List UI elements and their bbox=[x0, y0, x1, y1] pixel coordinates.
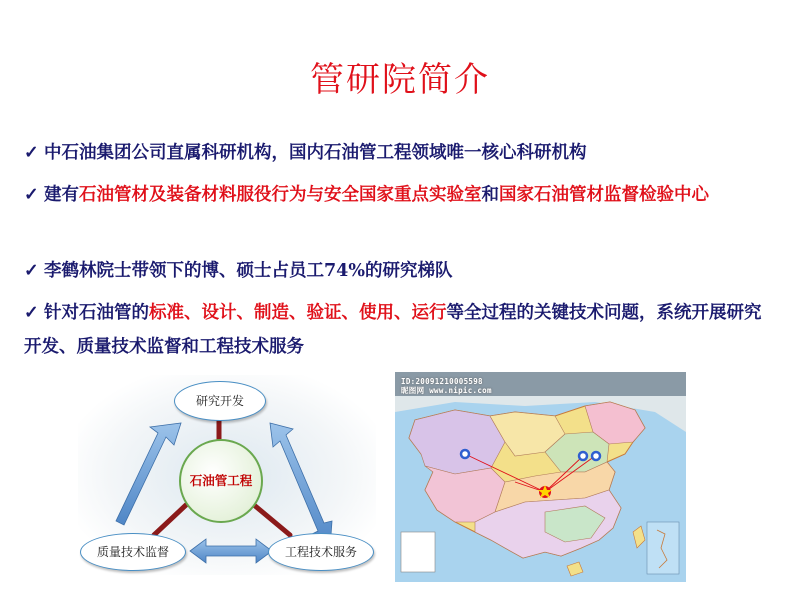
checkmark-icon: ✓ bbox=[24, 185, 39, 205]
bullet-item bbox=[24, 178, 774, 212]
center-name-highlight: 国家石油管材监督检验中心 bbox=[499, 185, 709, 205]
checkmark-icon: ✓ bbox=[24, 143, 39, 163]
location-marker bbox=[579, 452, 587, 460]
location-marker bbox=[592, 452, 600, 460]
spoke-left bbox=[154, 505, 186, 535]
bullet-text: 建有 bbox=[44, 185, 79, 205]
bullet-item bbox=[24, 254, 452, 288]
triangle-diagram bbox=[78, 375, 376, 575]
map-graphic bbox=[395, 372, 686, 582]
node-quality-supervision: 质量技术监督 bbox=[80, 533, 186, 571]
location-marker bbox=[461, 450, 469, 458]
bullet-text: 等全过程的关键技术问题，系统开展研究开发、质量技术监督和工程技术服务 bbox=[24, 303, 762, 357]
arrow-bottom bbox=[190, 539, 272, 563]
checkmark-icon: ✓ bbox=[24, 261, 39, 281]
spoke-right bbox=[254, 505, 290, 535]
center-node: 石油管工程 bbox=[179, 439, 263, 523]
bullet-text: 中石油集团公司直属科研机构，国内石油管工程领域唯一核心科研机构 bbox=[44, 143, 587, 163]
map-watermark bbox=[401, 377, 492, 395]
bullet-item bbox=[24, 136, 587, 170]
watermark-site: 昵图网 www.nipic.com bbox=[401, 386, 492, 395]
bullet-text: 和 bbox=[481, 185, 499, 205]
checkmark-icon: ✓ bbox=[24, 303, 39, 323]
bullet-item bbox=[24, 296, 774, 364]
arrow-top-right bbox=[270, 423, 332, 549]
arrow-top-left bbox=[116, 423, 181, 525]
bullet-text: 李鹤林院士带领下的博、硕士占员工74%的研究梯队 bbox=[44, 261, 453, 281]
bullet-text: 针对石油管的 bbox=[44, 303, 149, 323]
process-highlight: 标准、设计、制造、验证、使用、运行 bbox=[149, 303, 447, 323]
watermark-id: ID:20091210005598 bbox=[401, 377, 483, 386]
lab-name-highlight: 石油管材及装备材料服役行为与安全国家重点实验室 bbox=[79, 185, 482, 205]
node-engineering-service: 工程技术服务 bbox=[268, 533, 374, 571]
slide-title: 管研院简介 bbox=[310, 60, 490, 100]
node-research: 研究开发 bbox=[174, 381, 266, 421]
china-map bbox=[395, 372, 686, 582]
